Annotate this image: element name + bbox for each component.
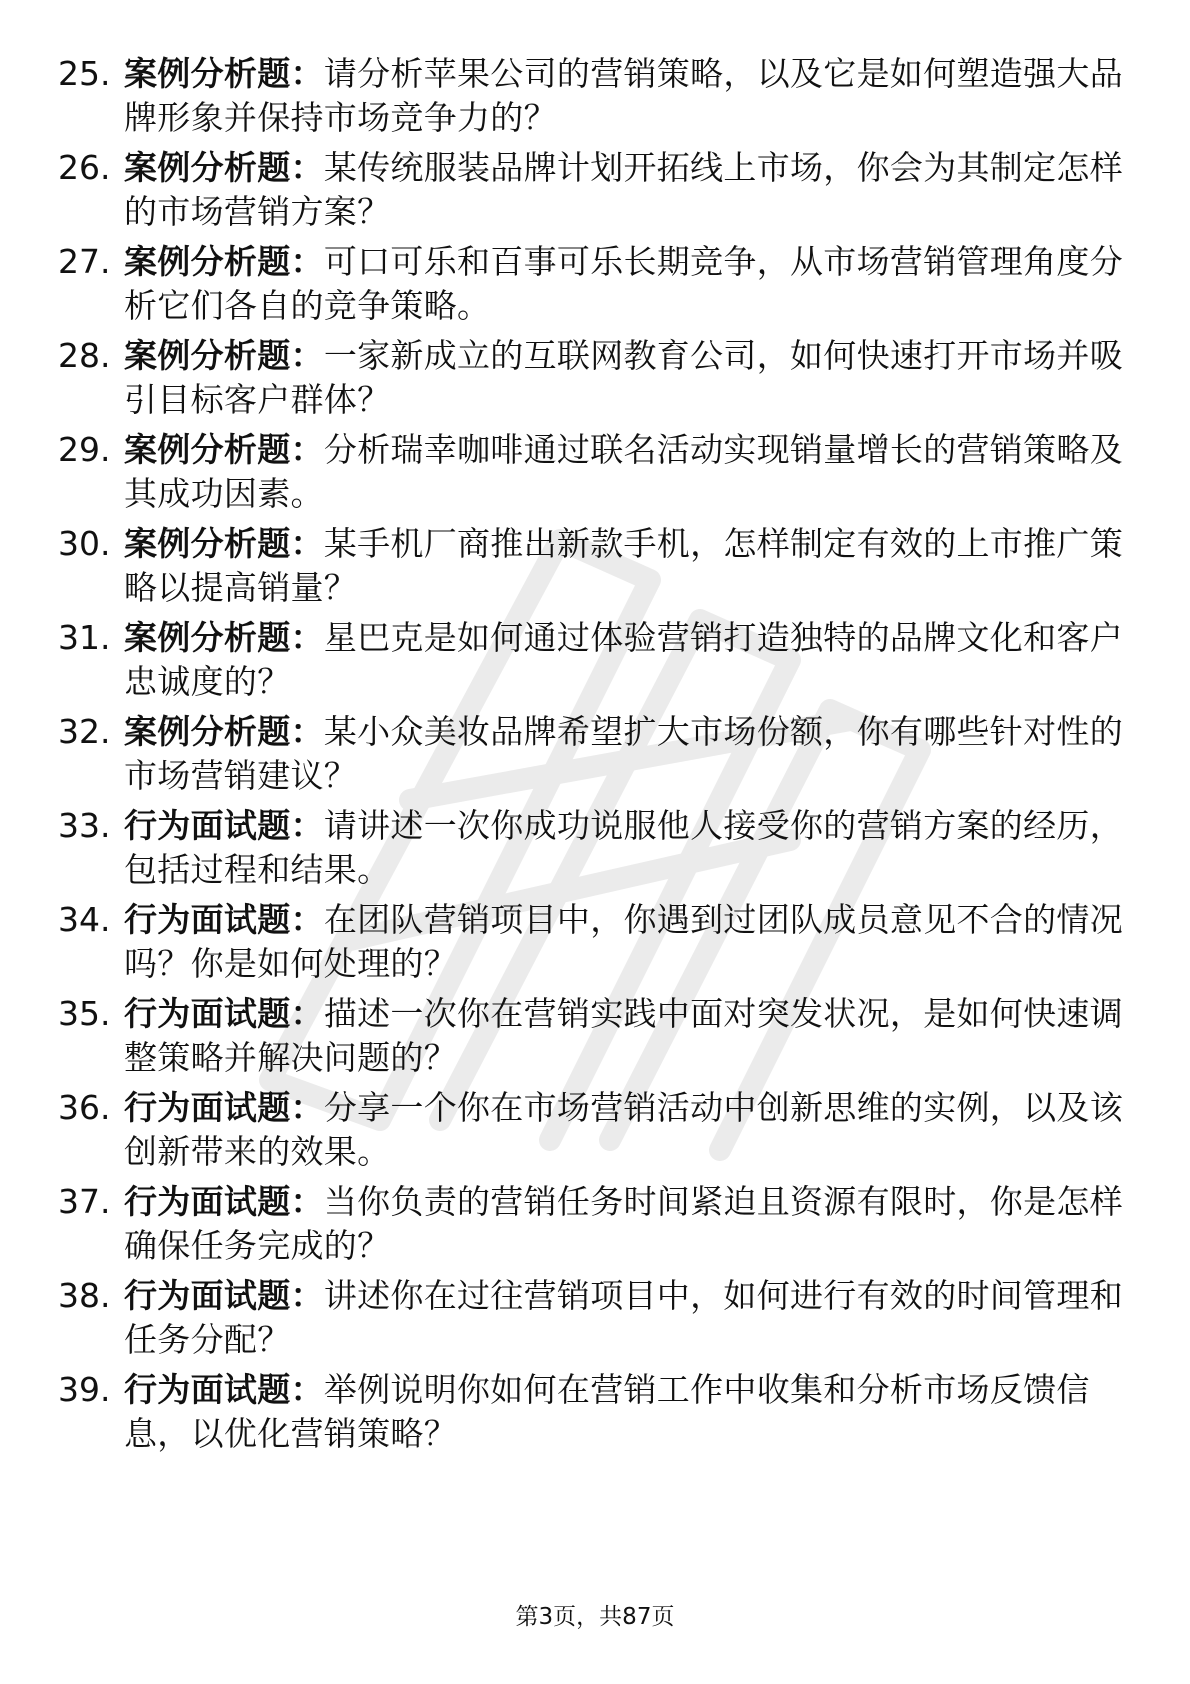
- question-text: [124, 146, 1126, 234]
- question-body: 某传统服装品牌计划开拓线上市场，你会为其制定怎样的市场营销方案？: [124, 148, 1124, 231]
- question-text: [124, 804, 1126, 892]
- question-type: 行为面试题：: [124, 900, 324, 939]
- question-number: 29.: [58, 430, 111, 469]
- question-body: 讲述你在过往营销项目中，如何进行有效的时间管理和任务分配？: [124, 1276, 1124, 1359]
- question-text: [124, 334, 1126, 422]
- question-text: [124, 616, 1126, 704]
- question-number: 38.: [58, 1276, 111, 1315]
- question-number: 31.: [58, 618, 111, 657]
- question-type: 行为面试题：: [124, 1088, 324, 1127]
- question-type: 行为面试题：: [124, 1370, 324, 1409]
- question-item: [58, 898, 1130, 994]
- question-body: 举例说明你如何在营销工作中收集和分析市场反馈信息，以优化营销策略？: [124, 1370, 1090, 1453]
- question-type: 案例分析题：: [124, 242, 324, 281]
- question-text: [124, 240, 1126, 328]
- question-type: 案例分析题：: [124, 524, 324, 563]
- question-body: 描述一次你在营销实践中面对突发状况，是如何快速调整策略并解决问题的？: [124, 994, 1124, 1077]
- question-item: [58, 428, 1130, 524]
- question-type: 行为面试题：: [124, 806, 324, 845]
- question-text: [124, 710, 1126, 798]
- question-item: [58, 1368, 1130, 1464]
- question-number: 32.: [58, 712, 111, 751]
- question-type: 行为面试题：: [124, 1182, 324, 1221]
- page-number-footer: 第3页，共87页: [515, 1604, 675, 1630]
- question-text: [124, 1368, 1126, 1456]
- question-text: [124, 1274, 1126, 1362]
- question-type: 案例分析题：: [124, 618, 324, 657]
- question-body: 在团队营销项目中，你遇到过团队成员意见不合的情况吗？你是如何处理的？: [124, 900, 1124, 983]
- question-number: 30.: [58, 524, 111, 563]
- question-text: [124, 992, 1126, 1080]
- question-item: [58, 1086, 1130, 1182]
- question-type: 行为面试题：: [124, 994, 324, 1033]
- question-body: 请讲述一次你成功说服他人接受你的营销方案的经历，包括过程和结果。: [124, 806, 1124, 889]
- question-item: [58, 52, 1130, 148]
- question-item: [58, 710, 1130, 806]
- question-body: 星巴克是如何通过体验营销打造独特的品牌文化和客户忠诚度的？: [124, 618, 1124, 701]
- question-item: [58, 804, 1130, 900]
- question-type: 案例分析题：: [124, 712, 324, 751]
- question-number: 35.: [58, 994, 111, 1033]
- question-number: 34.: [58, 900, 111, 939]
- question-type: 案例分析题：: [124, 148, 324, 187]
- question-text: [124, 1180, 1126, 1268]
- question-item: [58, 616, 1130, 712]
- question-text: [124, 898, 1126, 986]
- question-number: 28.: [58, 336, 111, 375]
- question-number: 26.: [58, 148, 111, 187]
- question-body: 分析瑞幸咖啡通过联名活动实现销量增长的营销策略及其成功因素。: [124, 430, 1124, 513]
- question-type: 案例分析题：: [124, 54, 324, 93]
- question-text: [124, 522, 1126, 610]
- question-text: [124, 428, 1126, 516]
- question-body: 可口可乐和百事可乐长期竞争，从市场营销管理角度分析它们各自的竞争策略。: [124, 242, 1124, 325]
- question-item: [58, 1274, 1130, 1370]
- question-number: 37.: [58, 1182, 111, 1221]
- question-body: 一家新成立的互联网教育公司，如何快速打开市场并吸引目标客户群体？: [124, 336, 1124, 419]
- question-text: [124, 1086, 1126, 1174]
- question-body: 请分析苹果公司的营销策略，以及它是如何塑造强大品牌形象并保持市场竞争力的？: [124, 54, 1124, 137]
- question-body: 某手机厂商推出新款手机，怎样制定有效的上市推广策略以提高销量？: [124, 524, 1124, 607]
- question-type: 行为面试题：: [124, 1276, 324, 1315]
- question-type: 案例分析题：: [124, 430, 324, 469]
- question-body: 分享一个你在市场营销活动中创新思维的实例，以及该创新带来的效果。: [124, 1088, 1124, 1171]
- question-item: [58, 240, 1130, 336]
- question-text: [124, 52, 1126, 140]
- question-item: [58, 522, 1130, 618]
- question-item: [58, 334, 1130, 430]
- question-number: 33.: [58, 806, 111, 845]
- question-item: [58, 992, 1130, 1088]
- question-number: 27.: [58, 242, 111, 281]
- question-type: 案例分析题：: [124, 336, 324, 375]
- question-body: 当你负责的营销任务时间紧迫且资源有限时，你是怎样确保任务完成的？: [124, 1182, 1124, 1265]
- question-number: 39.: [58, 1370, 111, 1409]
- question-body: 某小众美妆品牌希望扩大市场份额，你有哪些针对性的市场营销建议？: [124, 712, 1124, 795]
- question-number: 25.: [58, 54, 111, 93]
- question-item: [58, 1180, 1130, 1276]
- question-item: [58, 146, 1130, 242]
- question-number: 36.: [58, 1088, 111, 1127]
